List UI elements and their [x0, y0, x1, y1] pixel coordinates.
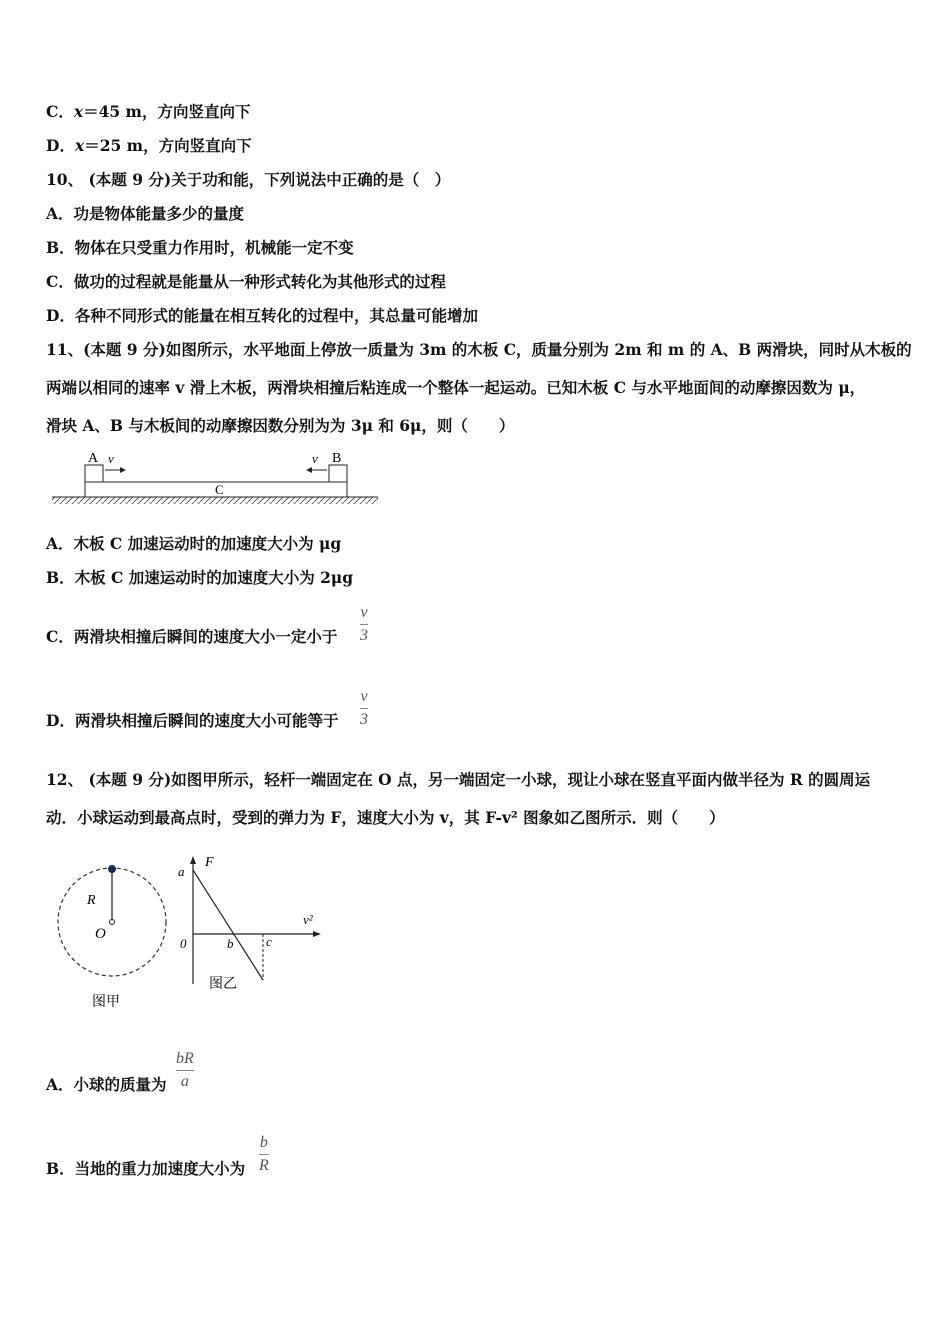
q11-option-c-fraction: [360, 604, 368, 645]
fraction-numerator: bR: [176, 1050, 194, 1067]
v2-axis-arrow: [313, 931, 321, 937]
option-var: x: [73, 102, 84, 121]
label-b: b: [227, 936, 234, 951]
arrow-right-head: [120, 467, 126, 473]
label-c: c: [266, 934, 272, 949]
label-v-right: v: [312, 451, 318, 466]
block-b: [329, 465, 347, 482]
fraction-denominator: R: [259, 1157, 269, 1174]
label-f: F: [205, 855, 214, 870]
label-o: O: [95, 926, 106, 942]
q12-figure-yi: [175, 852, 325, 997]
option-key: C．: [46, 102, 74, 121]
q11-option-b: B．木板 C 加速运动时的加速度大小为 2μg: [46, 568, 354, 587]
q12-stem-line1: 12、 (本题 9 分)如图甲所示，轻杆一端固定在 O 点，另一端固定一小球，现让小球在竖直平面内做半径为 R 的圆周运: [46, 770, 871, 789]
option-key: D．: [46, 136, 75, 155]
q12-stem-line2: 动．小球运动到最高点时，受到的弹力为 F，速度大小为 v，其 F-v² 图象如乙图所示．则（ ）: [46, 808, 725, 827]
fraction-bar: [360, 708, 368, 709]
pivot-o: [110, 920, 115, 925]
option-text: ＝45 m，方向竖直向下: [83, 102, 251, 121]
fraction-denominator: 3: [360, 627, 368, 644]
fraction-numerator: b: [259, 1134, 268, 1151]
q12-figure-jia: [55, 862, 175, 1012]
q11-board-diagram: [50, 448, 390, 508]
q11-option-d: D．两滑块相撞后瞬间的速度大小可能等于: [46, 711, 339, 730]
ball: [108, 865, 116, 873]
q11-stem-line2: 两端以相同的速率 v 滑上木板，两滑块相撞后粘连成一个整体一起运动。已知木板 C 与水平地面间的动摩擦因数为 μ，: [46, 378, 866, 397]
ground-hatch: [52, 497, 378, 504]
q12-option-a: A．小球的质量为: [46, 1075, 167, 1094]
fraction-bar: [259, 1154, 269, 1155]
q11-option-c: C．两滑块相撞后瞬间的速度大小一定小于: [46, 627, 338, 646]
q10-stem: 10、 (本题 9 分)关于功和能，下列说法中正确的是（ ）: [46, 170, 451, 189]
q11-stem-line1: 11、(本题 9 分)如图所示，水平地面上停放一质量为 3m 的木板 C，质量分别为 2m 和 m 的 A、B 两滑块，同时从木板的: [46, 340, 912, 359]
q9-option-c: [46, 102, 250, 122]
q11-option-a: A．木板 C 加速运动时的加速度大小为 μg: [46, 534, 342, 553]
arrow-left-head: [306, 467, 312, 473]
f-axis-arrow: [190, 856, 196, 864]
q12-option-a-fraction: [176, 1050, 194, 1091]
caption-jia: 图甲: [92, 995, 120, 1010]
label-b: B: [332, 451, 342, 466]
label-a: A: [88, 451, 99, 466]
q12-option-b-fraction: [259, 1134, 269, 1175]
label-v-left: v: [108, 451, 114, 466]
q9-option-d: [46, 136, 252, 156]
fraction-bar: [360, 624, 368, 625]
fraction-numerator: v: [360, 688, 368, 705]
q10-option-d: D．各种不同形式的能量在相互转化的过程中，其总量可能增加: [46, 306, 478, 325]
q10-option-b: B．物体在只受重力作用时，机械能一定不变: [46, 238, 354, 257]
label-v2: v²: [303, 912, 313, 927]
q12-option-b: B．当地的重力加速度大小为: [46, 1159, 246, 1178]
block-a: [85, 465, 103, 482]
q11-option-d-fraction: [360, 688, 368, 729]
graph-line: [193, 870, 263, 980]
label-zero: 0: [180, 936, 187, 951]
option-text: ＝25 m，方向竖直向下: [84, 136, 252, 155]
fraction-numerator: v: [360, 604, 368, 621]
fraction-denominator: 3: [360, 711, 368, 728]
fraction-denominator: a: [180, 1073, 189, 1090]
label-r: R: [87, 893, 96, 908]
option-var: x: [74, 136, 85, 155]
label-c: C: [215, 482, 224, 497]
q11-stem-line3: 滑块 A、B 与木板间的动摩擦因数分别为为 3μ 和 6μ，则（ ）: [46, 416, 515, 435]
fraction-bar: [176, 1070, 194, 1071]
q10-option-c: C．做功的过程就是能量从一种形式转化为其他形式的过程: [46, 272, 446, 291]
label-a: a: [178, 864, 185, 879]
q10-option-a: A．功是物体能量多少的量度: [46, 204, 245, 223]
caption-yi: 图乙: [209, 977, 237, 992]
